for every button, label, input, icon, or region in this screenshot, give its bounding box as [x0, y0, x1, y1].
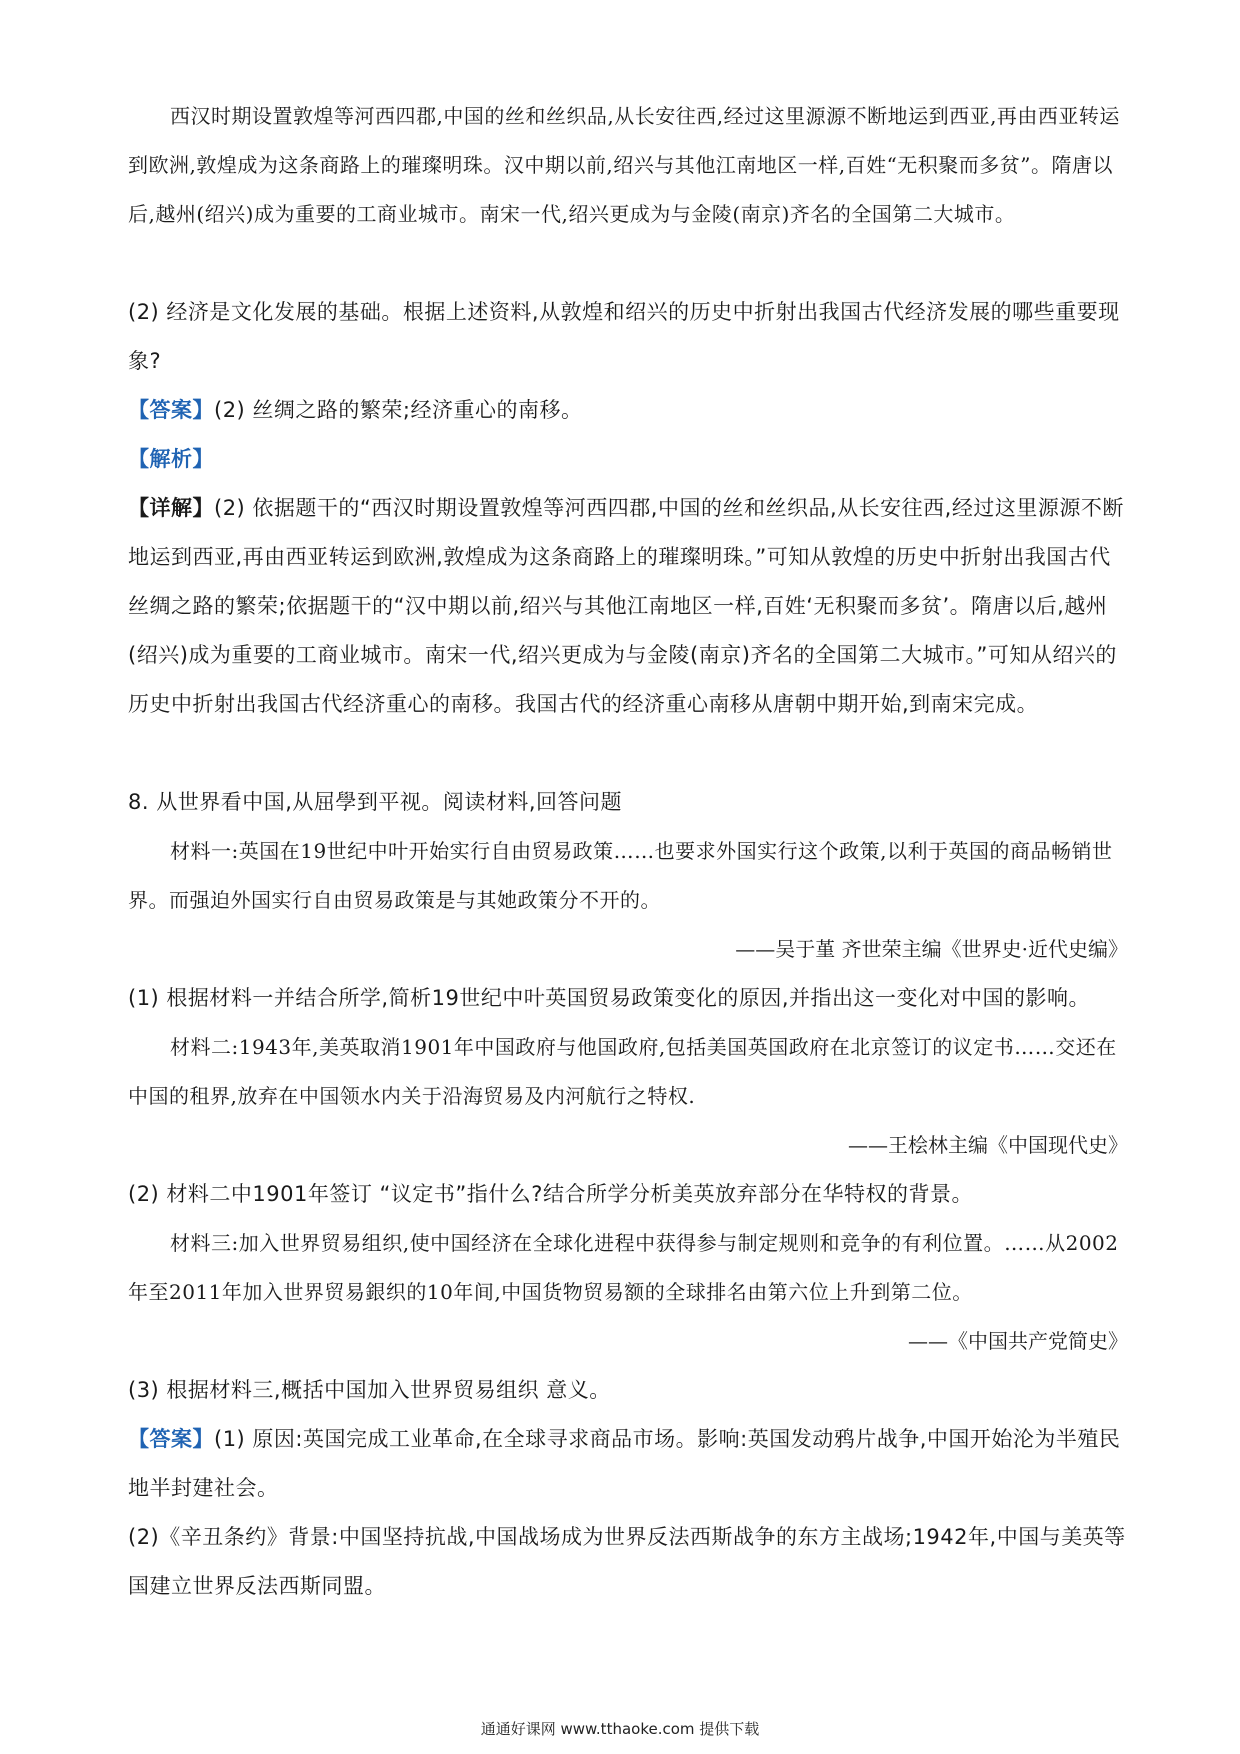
question-8-2: (2) 材料二中1901年签订 “议定书”指什么?结合所学分析美英放弃部分在华特权的背景。 — [128, 1182, 973, 1206]
material-1: 材料一:英国在19世纪中叶开始实行自由贸易政策……也要求外国实行这个政策,以利于英国的商品畅销世界。而强迫外国实行自由贸易政策是与其她政策分不开的。 — [128, 839, 1113, 912]
material-2-source: ——王桧林主编《中国现代史》 — [848, 1133, 1128, 1157]
answer-text: (1) 原因:英国完成工业革命,在全球寻求商品市场。影响:英国发动鸦片战争,中国开始沦为半殖民地半封建社会。 — [128, 1427, 1121, 1500]
answer-label: 【答案】 — [128, 398, 214, 422]
detail-text: (2) 依据题干的“西汉时期设置敦煌等河西四郡,中国的丝和丝织品,从长安往西,经过这里源源不断地运到西亚,再由西亚转运到欧洲,敦煌成为这条商路上的璀璨明珠。”可知从敦煌的历史中折射出我国古代丝绸之路的繁荣;依据题干的“汉中期以前,绍兴与其他江南地区一样,百姓‘无积聚而多贫’。隋唐以后,越州(绍兴)成为重要的工商业城市。南宋一代,绍兴更成为与金陵(南京)齐名的全国第二大城市。”可知从绍兴的历史中折射出我国古代经济重心的南移。我国古代的经济重心南移从唐朝中期开始,到南宋完成。 — [128, 496, 1124, 716]
material-3: 材料三:加入世界贸易组织,使中国经济在全球化进程中获得参与制定规则和竞争的有利位置。……从2002年至2011年加入世界贸易銀织的10年间,中国货物贸易额的全球排名由第六位上升到第二位。 — [128, 1231, 1119, 1304]
analysis-label-line — [128, 435, 1128, 484]
analysis-label: 【解析】 — [128, 447, 214, 471]
detail-label: 【详解】 — [128, 496, 214, 520]
page-footer: 通通好课网 www.tthaoke.com 提供下载 — [480, 1720, 760, 1738]
material-paragraph: 西汉时期设置敦煌等河西四郡,中国的丝和丝织品,从长安往西,经过这里源源不断地运到西亚,再由西亚转运到欧洲,敦煌成为这条商路上的璀璨明珠。汉中期以前,绍兴与其他江南地区一样,百姓“无积聚而多贫”。隋唐以后,越州(绍兴)成为重要的工商业城市。南宋一代,绍兴更成为与金陵(南京)齐名的全国第二大城市。 — [128, 104, 1120, 226]
material-1-source: ——吴于堇 齐世荣主编《世界史·近代史编》 — [735, 937, 1128, 961]
question-7-2: (2) 经济是文化发展的基础。根据上述资料,从敦煌和绍兴的历史中折射出我国古代经济发展的哪些重要现象? — [128, 300, 1120, 373]
answer-8-2: (2)《辛丑条约》背景:中国坚持抗战,中国战场成为世界反法西斯战争的东方主战场;1942年,中国与美英等国建立世界反法西斯同盟。 — [128, 1525, 1126, 1598]
question-8-3: (3) 根据材料三,概括中国加入世界贸易组织 意义。 — [128, 1378, 611, 1402]
answer-label: 【答案】 — [128, 1427, 214, 1451]
detail-7-2 — [128, 484, 1128, 729]
question-8-title: 8. 从世界看中国,从屈學到平视。阅读材料,回答问题 — [128, 790, 623, 814]
answer-text: (2) 丝绸之路的繁荣;经济重心的南移。 — [214, 398, 583, 422]
material-3-source: ——《中国共产党简史》 — [908, 1329, 1128, 1353]
answer-8-1 — [128, 1415, 1128, 1513]
question-8-1: (1) 根据材料一并结合所学,简析19世纪中叶英国贸易政策变化的原因,并指出这一变化对中国的影响。 — [128, 986, 1090, 1010]
answer-7-2 — [128, 386, 1128, 435]
material-2: 材料二:1943年,美英取消1901年中国政府与他国政府,包括美国英国政府在北京签订的议定书……交还在中国的租界,放弃在中国领水内关于沿海贸易及内河航行之特权. — [128, 1035, 1117, 1108]
